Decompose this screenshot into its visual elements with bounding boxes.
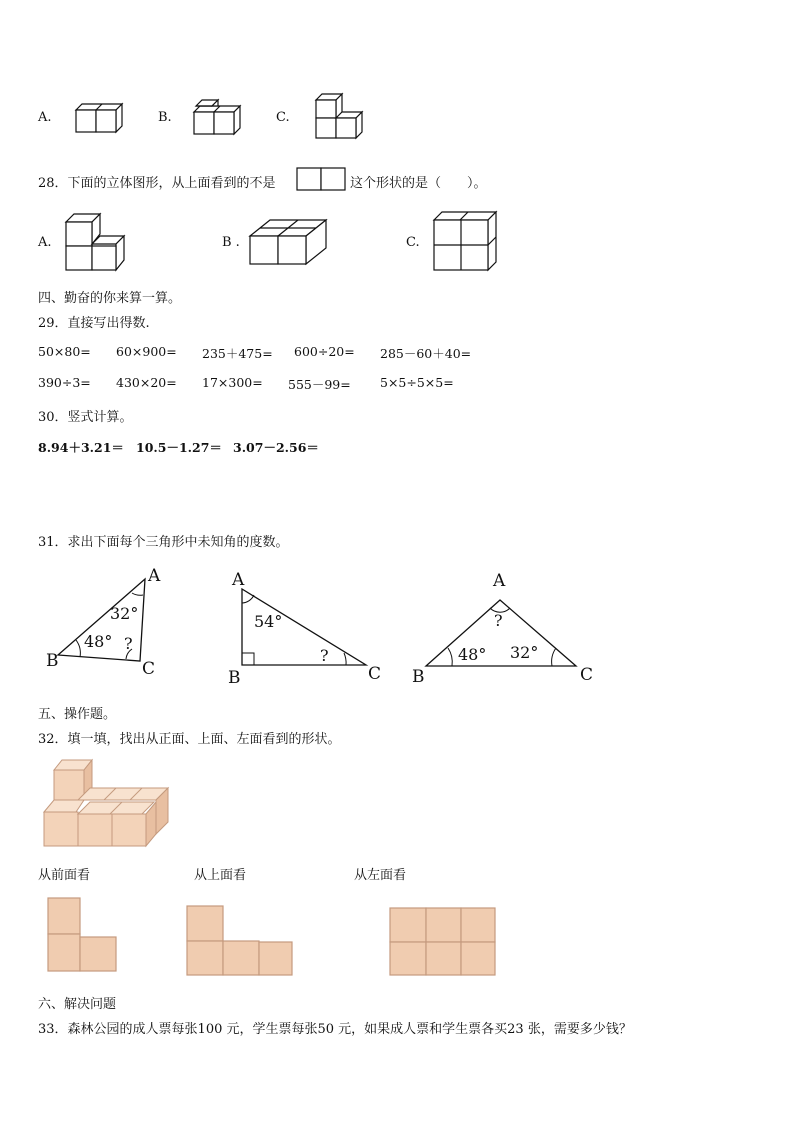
q29-item: 285－60＋40= — [380, 346, 472, 361]
q31-title: 31．求出下面每个三角形中未知角的度数。 — [38, 535, 289, 550]
q28-option-a-figure — [62, 210, 128, 272]
q27-option-a-figure — [70, 100, 130, 140]
triangle-2 — [228, 565, 388, 690]
view-front-label: 从前面看 — [38, 868, 91, 883]
vertex-b-label: B — [412, 667, 425, 687]
vertex-c-label: C — [580, 665, 594, 685]
triangle-1 — [40, 565, 170, 680]
q30-title: 30．竖式计算。 — [38, 410, 133, 425]
q28-shape-figure — [296, 167, 348, 193]
section-5-title: 五、操作题。 — [38, 707, 117, 722]
q29-item: 60×900= — [116, 344, 177, 359]
angle-a-value: ? — [494, 611, 503, 630]
view-left-label: 从左面看 — [354, 868, 407, 883]
vertex-a-label: A — [232, 570, 245, 590]
vertex-a-label: A — [148, 566, 161, 586]
option-c-label: C. — [276, 110, 290, 125]
option-a-label: A. — [38, 110, 52, 125]
angle-a-value: 32° — [110, 604, 139, 623]
q28-option-b-figure — [248, 216, 330, 268]
q30-item: 8.94＋3.21＝ — [38, 440, 124, 455]
q33-text: 33．森林公园的成人票每张100 元，学生票每张50 元，如果成人票和学生票各买23 张，需要多少钱？ — [38, 1022, 632, 1037]
q29-item: 600÷20= — [294, 344, 355, 359]
q32-cube-stack-figure — [40, 756, 174, 852]
q29-item: 17×300= — [202, 375, 263, 390]
q27-option-c-figure — [310, 90, 366, 142]
q30-item: 10.5－1.27＝ — [136, 440, 222, 455]
angle-b-value: 48° — [458, 645, 487, 664]
q28-option-b-label: B . — [222, 235, 240, 250]
triangle-3 — [410, 568, 606, 688]
q27-option-b-figure — [188, 96, 248, 140]
section-6-title: 六、解决问题 — [38, 997, 117, 1012]
q28-text-after: 这个形状的是（ ）。 — [350, 176, 487, 191]
view-top-label: 从上面看 — [194, 868, 247, 883]
top-view-shape — [186, 904, 296, 978]
q32-title: 32．填一填，找出从正面、上面、左面看到的形状。 — [38, 732, 341, 747]
vertex-a-label: A — [493, 571, 506, 591]
q28-option-a-label: A. — [38, 235, 52, 250]
q29-title: 29．直接写出得数. — [38, 316, 150, 331]
angle-c-value: ? — [320, 646, 329, 665]
vertex-c-label: C — [142, 659, 156, 679]
angle-a-value: 54° — [254, 612, 283, 631]
q29-item: 235＋475= — [202, 346, 273, 361]
q28-text-before: 28．下面的立体图形，从上面看到的不是 — [38, 176, 276, 191]
left-view-shape — [388, 906, 498, 978]
section-4-title: 四、勤奋的你来算一算。 — [38, 291, 182, 306]
vertex-c-label: C — [368, 664, 382, 684]
option-b-label: B. — [158, 110, 172, 125]
q28-option-c-label: C. — [406, 235, 420, 250]
vertex-b-label: B — [46, 651, 59, 671]
q29-item: 430×20= — [116, 375, 177, 390]
q29-item: 5×5÷5×5= — [380, 375, 454, 390]
q28-option-c-figure — [432, 210, 500, 274]
angle-c-value: ? — [124, 634, 133, 653]
angle-c-value: 32° — [510, 643, 539, 662]
q30-item: 3.07－2.56＝ — [233, 440, 319, 455]
q29-item: 555－99= — [288, 377, 351, 392]
front-view-shape — [46, 896, 120, 976]
vertex-b-label: B — [228, 668, 241, 688]
q29-item: 50×80= — [38, 344, 91, 359]
angle-b-value: 48° — [84, 632, 113, 651]
q29-item: 390÷3= — [38, 375, 91, 390]
